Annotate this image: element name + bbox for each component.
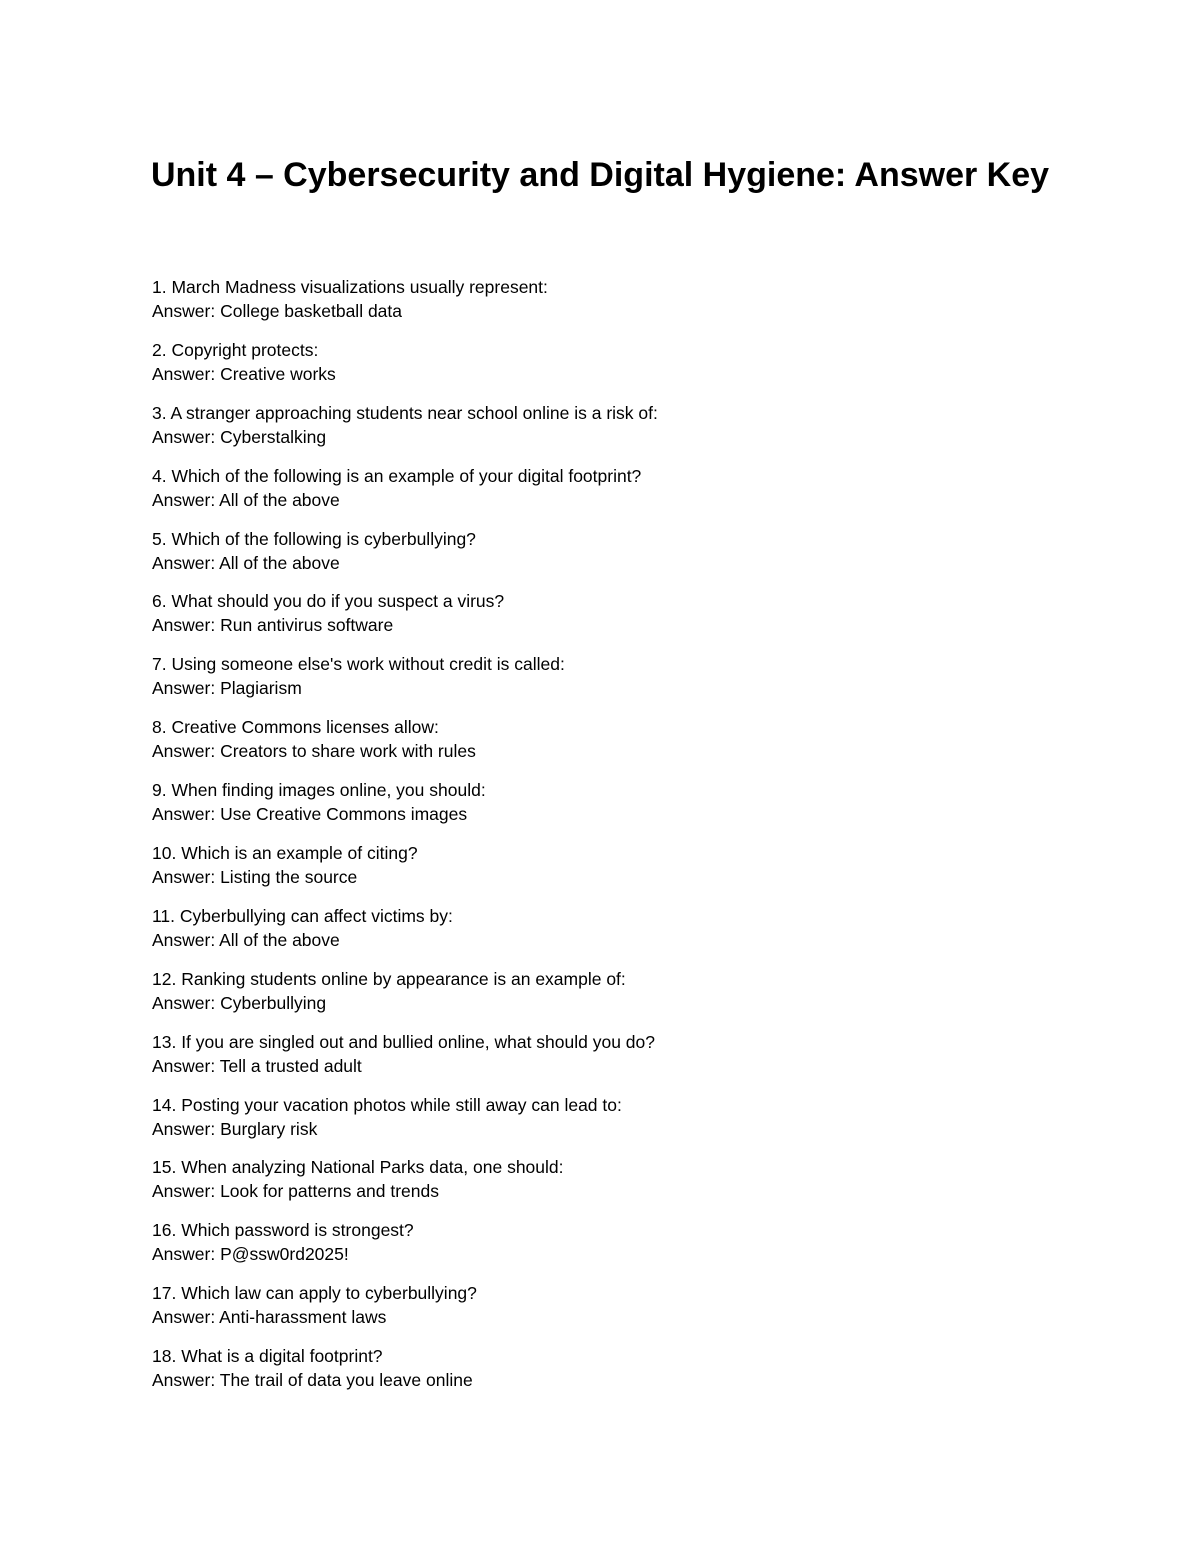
question-text: 11. Cyberbullying can affect victims by:	[152, 905, 453, 926]
answer-text: Answer: Plagiarism	[152, 678, 302, 699]
question-text: 4. Which of the following is an example of your digital footprint?	[152, 465, 642, 486]
question-text: 10. Which is an example of citing?	[152, 843, 418, 864]
question-text: 15. When analyzing National Parks data, one should:	[152, 1157, 564, 1178]
list-item	[152, 904, 1052, 967]
question-text: 18. What is a digital footprint?	[152, 1346, 383, 1367]
answer-text: Answer: Creators to share work with rules	[152, 741, 476, 762]
list-item	[152, 1344, 1052, 1407]
list-item	[152, 967, 1052, 1030]
question-text: 12. Ranking students online by appearance is an example of:	[152, 968, 626, 989]
list-item	[152, 527, 1052, 590]
list-item	[152, 401, 1052, 464]
question-text: 1. March Madness visualizations usually represent:	[152, 277, 548, 297]
list-item	[152, 1155, 1052, 1218]
answer-text: Answer: Cyberbullying	[152, 992, 327, 1013]
question-text: 6. What should you do if you suspect a virus?	[152, 591, 505, 612]
answer-text: Answer: The trail of data you leave online	[152, 1370, 473, 1391]
answer-text: Answer: Creative works	[152, 363, 336, 384]
answer-text: Answer: Use Creative Commons images	[152, 804, 468, 825]
answer-text: Answer: Look for patterns and trends	[152, 1181, 439, 1202]
list-item	[152, 1030, 1052, 1093]
question-answer-list	[152, 275, 1052, 1407]
list-item	[152, 275, 1052, 338]
answer-text: Answer: College basketball data	[152, 301, 403, 321]
question-text: 16. Which password is strongest?	[152, 1220, 414, 1241]
question-text: 7. Using someone else's work without credit is called:	[152, 654, 565, 675]
list-item	[152, 715, 1052, 778]
list-item	[152, 338, 1052, 401]
question-text: 3. A stranger approaching students near school online is a risk of:	[152, 402, 658, 423]
question-text: 2. Copyright protects:	[152, 339, 319, 360]
list-item	[152, 652, 1052, 715]
list-item	[152, 1218, 1052, 1281]
answer-text: Answer: Listing the source	[152, 867, 358, 888]
list-item	[152, 778, 1052, 841]
answer-text: Answer: Cyberstalking	[152, 426, 327, 447]
question-text: 13. If you are singled out and bullied online, what should you do?	[152, 1031, 655, 1052]
question-text: 17. Which law can apply to cyberbullying?	[152, 1283, 477, 1304]
question-text: 9. When finding images online, you should:	[152, 780, 486, 801]
answer-text: Answer: All of the above	[152, 929, 340, 950]
question-text: 8. Creative Commons licenses allow:	[152, 717, 439, 738]
answer-text: Answer: Anti-harassment laws	[152, 1307, 387, 1328]
answer-text: Answer: P@ssw0rd2025!	[152, 1244, 349, 1265]
question-text: 14. Posting your vacation photos while still away can lead to:	[152, 1094, 622, 1115]
list-item	[152, 464, 1052, 527]
answer-text: Answer: Run antivirus software	[152, 615, 394, 636]
list-item	[152, 589, 1052, 652]
answer-text: Answer: Burglary risk	[152, 1118, 318, 1139]
answer-text: Answer: All of the above	[152, 489, 340, 510]
question-text: 5. Which of the following is cyberbullying?	[152, 528, 476, 549]
list-item	[152, 1093, 1052, 1156]
list-item	[152, 841, 1052, 904]
list-item	[152, 1281, 1052, 1344]
answer-text: Answer: Tell a trusted adult	[152, 1055, 362, 1076]
document-title: Unit 4 – Cybersecurity and Digital Hygiene: Answer Key	[150, 156, 1050, 194]
answer-text: Answer: All of the above	[152, 552, 340, 573]
